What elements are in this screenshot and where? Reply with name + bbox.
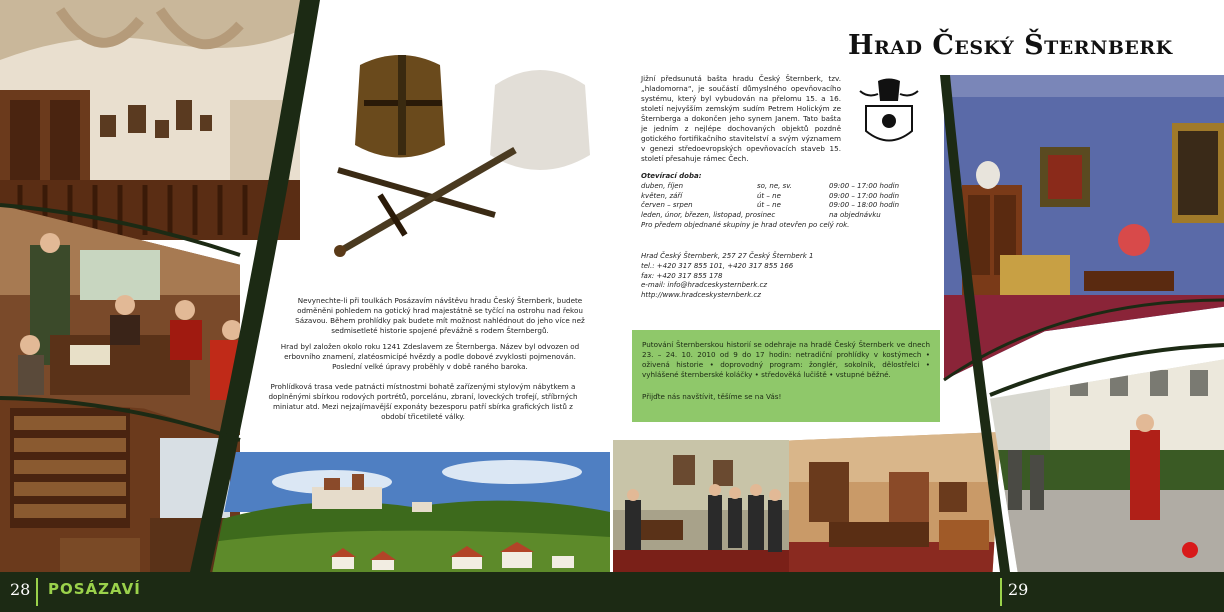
hours-time: 09:00 – 18:00 hodin xyxy=(829,201,900,210)
hours-days: út – ne xyxy=(757,191,781,200)
table-row xyxy=(641,211,899,221)
hours-months: květen, září xyxy=(641,191,683,200)
footer-divider xyxy=(36,578,38,606)
event-box xyxy=(632,330,940,422)
table-row xyxy=(641,192,899,202)
hours-time: 09:00 – 17:00 hodin xyxy=(829,181,900,190)
hours-time: na objednávku xyxy=(829,211,881,220)
hours-days: so, ne, sv. xyxy=(757,181,793,190)
intro-paragraph-3: Prohlídková trasa vede patnácti místnostmi bohatě zařízenými stylovým nábytkem a doplněnými sbírkou rodových portrétů, porcelánu, zbraní, loveckých trofejí, stříbrných miniatur atd. Mezi nejzajímavější exponáty bezesporu patří sbírka grafických listů z období třicetileté války. xyxy=(268,382,578,421)
side-paragraph: Jižní předsunutá bašta hradu Český Šternberk, tzv. „hladomorna“, je součástí důmyslného opevňovacího systému, který byl vybudován na přelomu 15. a 16. století nejvyšším zemským sudím Petrem Holickým ze Šternberga a dokončen jeho synem Janem. Tato bašta je jedním z nejlépe dochovaných objektů pozdně gotického fortifikačního stavitelství a svým významem v genezi středoevropských opevňovacích staveb 15. století přesahuje rámec Čech. xyxy=(641,74,841,163)
contact-tel: tel.: +420 317 855 101, +420 317 855 166 xyxy=(641,261,794,270)
hours-days: út – ne xyxy=(757,201,781,210)
contact-block xyxy=(641,252,813,301)
intro-paragraph-1: Nevynechte-li při toulkách Posázavím návštěvu hradu Český Šternberk, budete odměněni pohledem na gotický hrad majestátně se tyčící na ostrohu nad řekou Sázavou. Během prohlídky pak budete mít možnost nahlédnout do jeho více než sedmisetleté historie spojené převážně s rodem Šternbergů. xyxy=(295,296,585,335)
table-row xyxy=(641,182,899,192)
opening-hours-heading: Otevírací doba: xyxy=(641,172,702,180)
right-page-number: 29 xyxy=(1008,580,1029,599)
hours-months: leden, únor, březen, listopad, prosinec xyxy=(641,211,776,220)
opening-hours xyxy=(641,172,899,231)
brand-logo: POSÁZAVÍ xyxy=(48,580,141,598)
helmet-sword-illustration xyxy=(320,45,640,285)
contact-web-link[interactable]: http://www.hradceskysternberk.cz xyxy=(641,291,761,300)
page-title: Hrad Český Šternberk xyxy=(848,30,1173,61)
event-closing: Přijďte nás navštívit, těšíme se na Vás! xyxy=(642,392,782,401)
intro-paragraph-2: Hrad byl založen okolo roku 1241 Zdeslavem ze Šternberga. Název byl odvozen od erbovního znamení, zlatéosmicípé hvězdy a podle dobové zvyklosti pojmenován. Poslední velké úpravy proběhly v době raného baroka. xyxy=(280,342,580,371)
contact-address: Hrad Český Šternberk, 257 27 Český Šternberk 1 xyxy=(641,252,814,260)
footer-divider xyxy=(1000,578,1002,606)
contact-fax: fax: +420 317 855 178 xyxy=(641,271,723,280)
hours-months: duben, říjen xyxy=(641,181,684,190)
coat-of-arms-icon xyxy=(858,76,920,151)
footer-band xyxy=(0,572,1224,612)
opening-hours-table xyxy=(641,182,899,221)
hours-time: 09:00 – 17:00 hodin xyxy=(829,191,900,200)
event-paragraph: Putování Šternberskou historií se odehraje na hradě Český Šternberk ve dnech 23. – 24. 10. 2010 od 9 do 17 hodin: netradiční prohlídky v kostýmech • oživená historie • doprovodný program: žonglér, sokolník, dělostřelci • vyhlášené šternberské koláčky • středověká lučiště • vstupné běžné. xyxy=(642,340,930,379)
table-row xyxy=(641,201,899,211)
hours-months: červen – srpen xyxy=(641,201,693,210)
contact-email[interactable]: e-mail: info@hradceskysternberk.cz xyxy=(641,281,768,290)
opening-hours-note: Pro předem objednané skupiny je hrad otevřen po celý rok. xyxy=(641,220,850,229)
left-page-number: 28 xyxy=(10,580,31,599)
